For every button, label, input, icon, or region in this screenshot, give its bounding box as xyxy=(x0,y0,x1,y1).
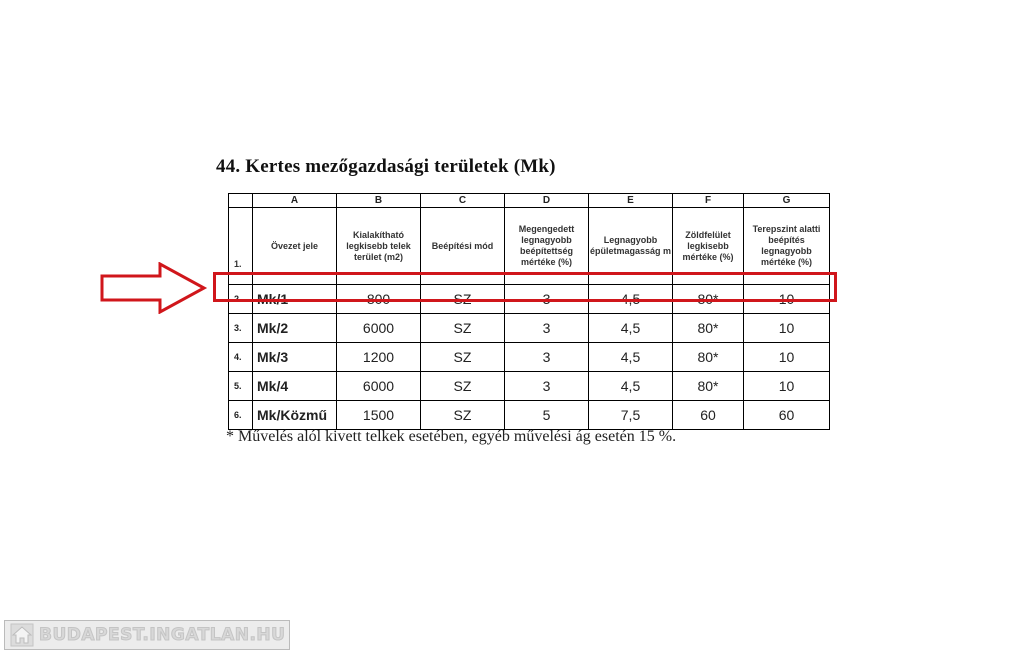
height-cell: 7,5 xyxy=(589,401,673,430)
watermark-text: BUDAPEST.INGATLAN.HU xyxy=(39,625,286,645)
green-cell: 80* xyxy=(673,285,744,314)
row-number: 5. xyxy=(229,372,253,401)
row-number: 6. xyxy=(229,401,253,430)
mode-cell: SZ xyxy=(421,314,505,343)
row-number: 4. xyxy=(229,343,253,372)
green-cell: 80* xyxy=(673,314,744,343)
zone-cell: Mk/2 xyxy=(253,314,337,343)
underground-cell: 10 xyxy=(744,343,830,372)
underground-cell: 10 xyxy=(744,285,830,314)
green-cell: 80* xyxy=(673,343,744,372)
column-letter: B xyxy=(337,194,421,208)
header-area: Kialakítható legkisebb telek terület (m2) xyxy=(337,208,421,285)
house-icon xyxy=(9,622,35,648)
height-cell: 4,5 xyxy=(589,343,673,372)
area-cell: 6000 xyxy=(337,372,421,401)
row-number: 2. xyxy=(229,285,253,314)
zone-cell: Mk/Közmű xyxy=(253,401,337,430)
height-cell: 4,5 xyxy=(589,372,673,401)
table-row xyxy=(229,401,830,430)
column-letter: F xyxy=(673,194,744,208)
row-number: 3. xyxy=(229,314,253,343)
header-mode: Beépítési mód xyxy=(421,208,505,285)
area-cell: 1500 xyxy=(337,401,421,430)
area-cell: 1200 xyxy=(337,343,421,372)
density-cell: 5 xyxy=(505,401,589,430)
underground-cell: 60 xyxy=(744,401,830,430)
zone-cell: Mk/3 xyxy=(253,343,337,372)
green-cell: 80* xyxy=(673,372,744,401)
column-letter-row xyxy=(229,194,830,208)
column-letter: E xyxy=(589,194,673,208)
header-row xyxy=(229,208,830,285)
mode-cell: SZ xyxy=(421,372,505,401)
green-cell: 60 xyxy=(673,401,744,430)
corner-cell xyxy=(229,194,253,208)
mode-cell: SZ xyxy=(421,285,505,314)
watermark-logo xyxy=(4,620,290,650)
column-letter: G xyxy=(744,194,830,208)
table-row xyxy=(229,285,830,314)
footnote: * Művelés alól kivett telkek esetében, egyéb művelési ág esetén 15 %. xyxy=(226,428,677,445)
underground-cell: 10 xyxy=(744,314,830,343)
zone-cell: Mk/1 xyxy=(253,285,337,314)
underground-cell: 10 xyxy=(744,372,830,401)
header-underground: Terepszint alatti beépítés legnagyobb mértéke (%) xyxy=(744,208,830,285)
mode-cell: SZ xyxy=(421,343,505,372)
table-row xyxy=(229,372,830,401)
mode-cell: SZ xyxy=(421,401,505,430)
header-zone: Övezet jele xyxy=(253,208,337,285)
zoning-table xyxy=(228,193,830,430)
row-number: 1. xyxy=(229,208,253,285)
column-letter: D xyxy=(505,194,589,208)
density-cell: 3 xyxy=(505,314,589,343)
area-cell: 6000 xyxy=(337,314,421,343)
column-letter: C xyxy=(421,194,505,208)
header-height: Legnagyobb épületmagasság m xyxy=(589,208,673,285)
zone-cell: Mk/4 xyxy=(253,372,337,401)
area-cell: 800 xyxy=(337,285,421,314)
header-density: Megengedett legnagyobb beépítettség mértéke (%) xyxy=(505,208,589,285)
height-cell: 4,5 xyxy=(589,285,673,314)
column-letter: A xyxy=(253,194,337,208)
height-cell: 4,5 xyxy=(589,314,673,343)
density-cell: 3 xyxy=(505,372,589,401)
document-title: 44. Kertes mezőgazdasági területek (Mk) xyxy=(216,156,556,177)
red-arrow-icon xyxy=(100,262,208,314)
table-row xyxy=(229,314,830,343)
table-row xyxy=(229,343,830,372)
header-green: Zöldfelület legkisebb mértéke (%) xyxy=(673,208,744,285)
density-cell: 3 xyxy=(505,285,589,314)
density-cell: 3 xyxy=(505,343,589,372)
